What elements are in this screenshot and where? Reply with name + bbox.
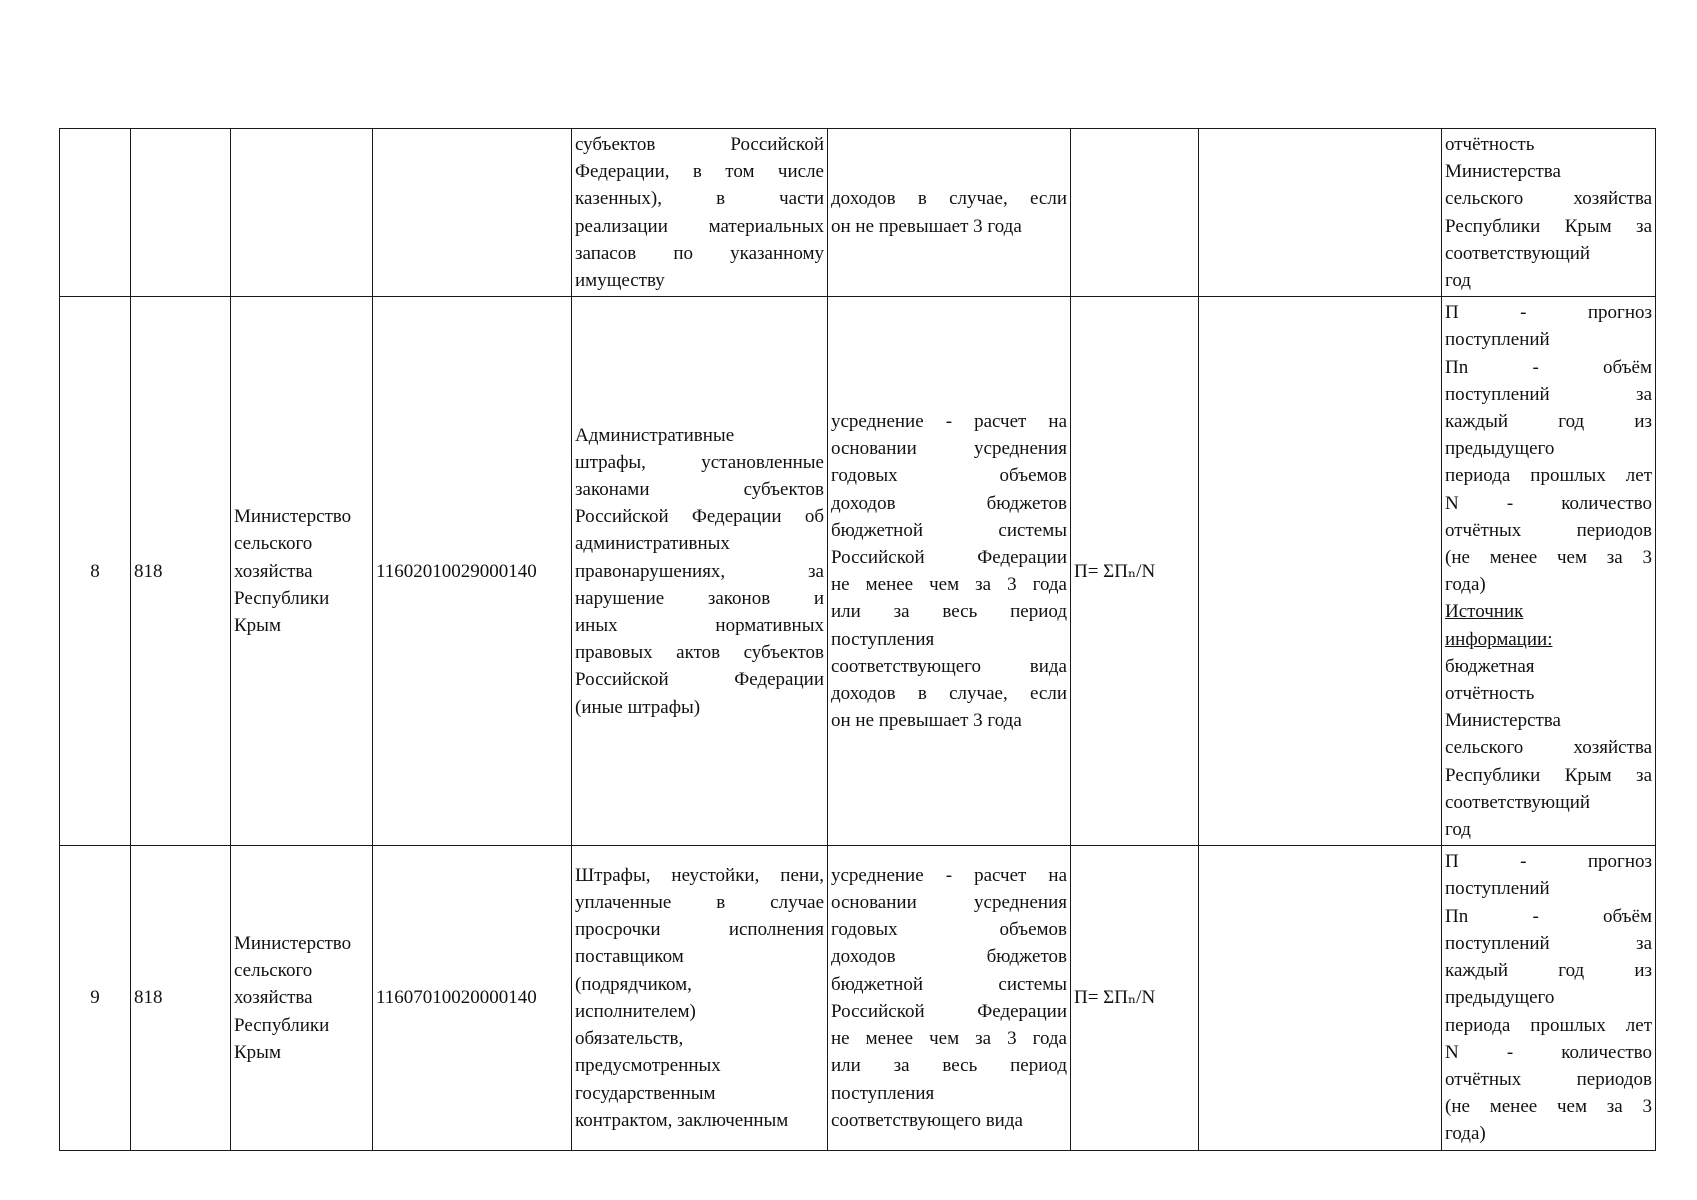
formula-cell [1071,129,1199,297]
text-line: отчётность [1445,683,1535,705]
table-row [60,297,1656,846]
text-line: Министерства [1445,161,1561,183]
text-line: отчётных периодов [1445,1068,1652,1090]
text-line: усреднение - расчет на [831,864,1067,886]
text-line: сельского [234,533,313,555]
text-line: запасов по указанному [575,242,824,264]
kbk-code-cell [373,129,572,297]
text-line: бюджетной системы [831,973,1067,995]
text-line: поступлений за [1445,383,1652,405]
text-line: исполнителем) [575,1000,696,1022]
text-line: Источник [1445,601,1524,623]
text-line: бюджетной системы [831,519,1067,541]
text-line: Республики [234,587,330,609]
text-line: соответствующий [1445,791,1591,813]
text-line: хозяйства [234,987,313,1009]
formula-cell: П= ΣПₙ/N [1071,846,1199,1150]
text-line: периода прошлых лет [1445,1014,1652,1036]
text-line: предыдущего [1445,438,1555,460]
text-line: Российской Федерации об [575,506,824,528]
text-line: год [1445,819,1471,841]
text-line: сельского хозяйства [1445,737,1652,759]
income-name-cell [572,129,828,297]
text-line: Республики Крым за [1445,215,1652,237]
text-line: Крым [234,1041,281,1063]
text-line: Штрафы, неустойки, пени, [575,864,824,886]
text-line: предусмотренных [575,1055,721,1077]
text-line: год [1445,270,1471,292]
empty-cell [1199,129,1442,297]
text-line: Российской Федерации [831,547,1067,569]
text-line: (подрядчиком, [575,973,692,995]
calc-method-cell [828,846,1071,1150]
text-line: не менее чем за 3 года [831,574,1067,596]
text-line: уплаченные в случае [575,892,824,914]
row-number-cell: 9 [60,846,131,1150]
text-line: отчётность [1445,134,1535,155]
text-line: отчётных периодов [1445,519,1652,541]
text-line: поступления [831,628,935,650]
income-name-cell [572,297,828,846]
text-line: (не менее чем за 3 [1445,1096,1652,1118]
row-number-cell: 8 [60,297,131,846]
text-line: сельского [234,960,313,982]
text-line: обязательств, [575,1028,684,1050]
text-line: не менее чем за 3 года [831,1028,1067,1050]
income-name-cell [572,846,828,1150]
text-line: Республики [234,1014,330,1036]
text-line: поступления [831,1082,935,1104]
empty-cell [1199,846,1442,1150]
text-line: года) [1445,1123,1486,1145]
text-line: соответствующего вида [831,655,1067,677]
text-line: иных нормативных [575,615,824,637]
text-line: Министерство [234,506,352,528]
text-line: (иные штрафы) [575,696,701,718]
ministry-name-cell [231,846,373,1150]
empty-cell [1199,297,1442,846]
text-line: правонарушениях, за [575,560,824,582]
calc-method-cell [828,129,1071,297]
text-line: правовых актов субъектов [575,642,824,664]
admin-code-cell: 818 [131,846,231,1150]
text-line: сельского хозяйства [1445,188,1652,210]
text-line: Пn - объём [1445,905,1652,927]
text-line: поступлений за [1445,932,1652,954]
text-line: просрочки исполнения [575,919,824,941]
text-line: бюджетная [1445,655,1535,677]
text-line: или за весь период [831,601,1067,623]
text-line: П - прогноз [1445,302,1652,324]
revenue-forecast-table [59,128,1656,1151]
text-line: казенных), в части [575,188,824,210]
row-number-cell [60,129,131,297]
text-line: доходов в случае, если [831,683,1067,705]
text-line: поступлений [1445,878,1550,900]
source-info-cell [1442,297,1656,846]
text-line: субъектов Российской [575,134,824,155]
text-line: соответствующий [1445,242,1591,264]
text-line: N - количество [1445,1041,1652,1063]
text-line: Административные [575,424,735,446]
text-line: Пn - объём [1445,356,1652,378]
table-row [60,846,1656,1150]
text-line: периода прошлых лет [1445,465,1652,487]
text-line: законами субъектов [575,479,824,501]
text-line: Министерства [1445,710,1561,732]
text-line: нарушение законов и [575,587,824,609]
calc-method-cell [828,297,1071,846]
text-line: Крым [234,615,281,637]
text-line: (не менее чем за 3 [1445,547,1652,569]
text-line: основании усреднения [831,438,1067,460]
kbk-code-cell: 11602010029000140 [373,297,572,846]
text-line: доходов в случае, если [831,188,1067,210]
text-line: реализации материальных [575,215,824,237]
text-line: усреднение - расчет на [831,411,1067,433]
text-line: Федерации, в том числе [575,161,824,183]
text-line: годовых объемов [831,919,1067,941]
source-info-cell [1442,129,1656,297]
text-line: контрактом, заключенным [575,1109,789,1131]
text-line: поступлений [1445,329,1550,351]
table-row [60,129,1656,297]
text-line: доходов бюджетов [831,492,1067,514]
admin-code-cell: 818 [131,297,231,846]
formula-cell: П= ΣПₙ/N [1071,297,1199,846]
text-line: административных [575,533,730,555]
text-line: или за весь период [831,1055,1067,1077]
text-line: предыдущего [1445,987,1555,1009]
text-line: соответствующего вида [831,1109,1023,1131]
text-line: Республики Крым за [1445,764,1652,786]
text-line: П - прогноз [1445,851,1652,873]
text-line: Российской Федерации [575,669,824,691]
text-line: каждый год из [1445,411,1652,433]
text-line: имуществу [575,270,665,292]
text-line: поставщиком [575,946,684,968]
text-line: хозяйства [234,560,313,582]
source-info-cell [1442,846,1656,1150]
text-line: N - количество [1445,492,1652,514]
text-line: годовых объемов [831,465,1067,487]
text-line: Министерство [234,932,352,954]
text-line: доходов бюджетов [831,946,1067,968]
text-line: года) [1445,574,1486,596]
ministry-name-cell [231,297,373,846]
text-line: он не превышает 3 года [831,710,1022,732]
text-line: он не превышает 3 года [831,215,1022,237]
text-line: Российской Федерации [831,1000,1067,1022]
text-line: основании усреднения [831,892,1067,914]
admin-code-cell [131,129,231,297]
ministry-name-cell [231,129,373,297]
text-line: информации: [1445,628,1553,650]
text-line: каждый год из [1445,960,1652,982]
text-line: штрафы, установленные [575,451,824,473]
text-line: государственным [575,1082,716,1104]
kbk-code-cell: 11607010020000140 [373,846,572,1150]
